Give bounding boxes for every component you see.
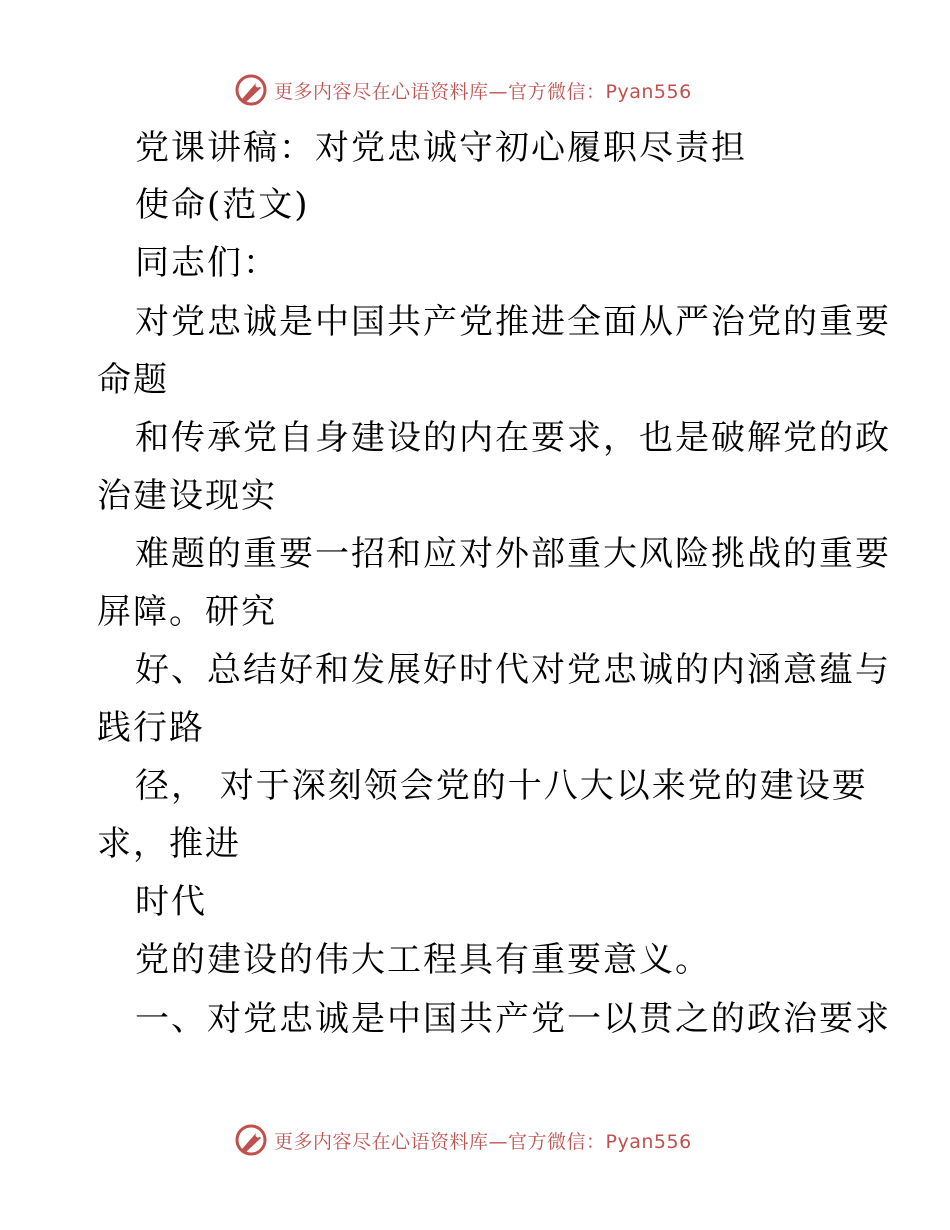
paragraph-line: 和传承党自身建设的内在要求，也是破解党的政 — [135, 418, 891, 458]
doc-title-line-2: 使命(范文) — [135, 185, 310, 225]
paragraph-line: 径， 对于深刻领会党的十八大以来党的建设要 — [135, 766, 868, 806]
section-heading: 一、对党忠诚是中国共产党一以贯之的政治要求 — [135, 999, 891, 1039]
paragraph-line: 命题 — [97, 360, 169, 400]
paragraph-line: 时代 — [135, 882, 207, 922]
doc-title-line-1: 党课讲稿：对党忠诚守初心履职尽责担 — [135, 128, 747, 168]
paragraph-line: 践行路 — [97, 708, 205, 748]
paragraph-line: 屏障。研究 — [97, 592, 277, 632]
paragraph-line: 对党忠诚是中国共产党推进全面从严治党的重要 — [135, 302, 891, 342]
watermark-text: 更多内容尽在心语资料库—官方微信：Pyan556 — [274, 80, 692, 103]
paragraph-line: 治建设现实 — [97, 476, 277, 516]
watermark-text: 更多内容尽在心语资料库—官方微信：Pyan556 — [274, 1130, 692, 1153]
salutation: 同志们： — [135, 243, 279, 283]
paragraph-line: 好、总结好和发展好时代对党忠诚的内涵意蕴与 — [135, 650, 891, 690]
paragraph-line: 求，推进 — [97, 824, 241, 864]
pen-nib-logo-icon — [234, 1123, 268, 1157]
watermark-footer — [234, 1120, 754, 1160]
paragraph-line: 难题的重要一招和应对外部重大风险挑战的重要 — [135, 534, 891, 574]
paragraph-line: 党的建设的伟大工程具有重要意义。 — [135, 940, 711, 980]
